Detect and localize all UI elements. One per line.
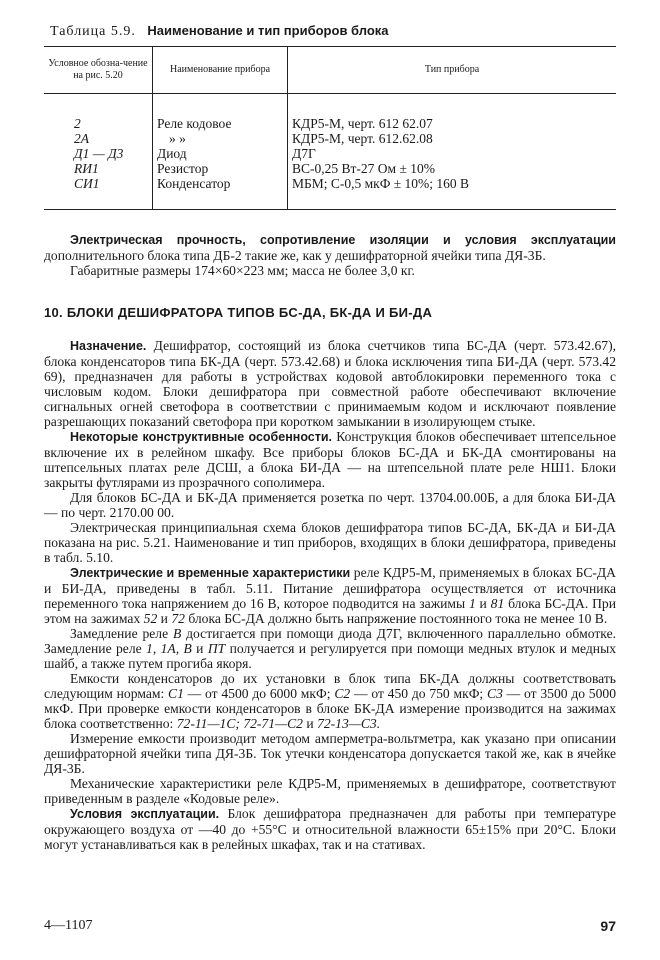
capacitor-ref: С1 bbox=[168, 686, 184, 701]
paragraph-text: и bbox=[191, 641, 208, 656]
paragraph-text: — от 3500 до 5000 мкФ. При проверке емкости конденсаторов в блоке БК-ДА измерение производится на зажимах блока соответственно: bbox=[44, 686, 616, 731]
paragraph-text: — от 450 до 750 мкФ; bbox=[350, 686, 487, 701]
bold-lead: Электрические и временные характеристики bbox=[70, 566, 351, 580]
paragraph-text: получается и регулируется при помощи медных втулок и медных шайб, а также путем прогиба якоря. bbox=[44, 641, 616, 671]
paragraph-text: — от 4500 до 6000 мкФ; bbox=[183, 686, 335, 701]
signature-mark: 4—1107 bbox=[44, 918, 93, 933]
cell-designation: RИ1 bbox=[74, 161, 99, 176]
page bbox=[44, 20, 616, 852]
page-number: 97 bbox=[600, 918, 616, 934]
paragraph bbox=[44, 626, 616, 671]
cell-type: КДР5-М, черт. 612.62.08 bbox=[288, 131, 617, 146]
bold-lead: Назначение. bbox=[70, 339, 147, 353]
paragraph-text: дополнительного блока типа ДБ-2 такие же, как у дешифраторной ячейки типа ДЯ-3Б. bbox=[44, 248, 546, 263]
cell-type: КДР5-М, черт. 612 62.07 bbox=[288, 116, 617, 131]
paragraph-text: Конструкция блоков обеспечивает штепсельное включение их в релейном шкафу. Все приборы блоков БС-ДА и БК-ДА смонтированы на штепсельных платах реле ДСШ, а блока БИ-ДА — на штепсельной плате реле НШ1. Блоки закрыты футлярами из прозрачного сополимера. bbox=[44, 429, 616, 490]
bold-lead: Некоторые конструктивные особенности. bbox=[70, 430, 333, 444]
cell-designation: 2А bbox=[74, 131, 89, 146]
terminal-ref: 81 bbox=[490, 596, 505, 611]
paragraph: Для блоков БС-ДА и БК-ДА применяется розетка по черт. 13704.00.00Б, а для блока БИ-ДА — по черт. 2170.00 00. bbox=[44, 490, 616, 520]
cell-type: Д7Г bbox=[288, 146, 617, 161]
paragraph-text: блока БС-ДА. При этом на зажимах bbox=[44, 596, 616, 626]
column-header-designation: Условное обозна-чение на рис. 5.20 bbox=[44, 47, 153, 94]
paragraph-text: Дешифратор, состоящий из блока счетчиков типа БС-ДА (черт. 573.42.67), блока конденсаторов типа БК-ДА (черт. 573.42.68) и блока исключения типа БИ-ДА (черт. 573.42 69), предназначен для работы в устройствах кодовой автоблокировки переменного тока с числовым кодом. Блоки дешифратора при совместной работе обеспечивают включение сигнальных огней светофора в соответствии с принимаемым кодом и исключают появление разрешающих показаний светофора при коротком замыкании в изолирующем стыке. bbox=[44, 338, 616, 429]
paragraph bbox=[44, 232, 616, 263]
table-header-row bbox=[44, 47, 616, 94]
paragraph: Электрическая принципиальная схема блоков дешифратора типов БС-ДА, БК-ДА и БИ-ДА показана на рис. 5.21. Наименование и тип приборов, входящих в блоки дешифратора, приведены в табл. 5.10. bbox=[44, 520, 616, 565]
relay-ref: ПТ bbox=[207, 641, 226, 656]
table-caption-title: Наименование и тип приборов блока bbox=[147, 23, 389, 38]
paragraph: Габаритные размеры 174×60×223 мм; масса не более 3,0 кг. bbox=[70, 263, 415, 278]
terminal-ref: 1 bbox=[468, 596, 476, 611]
table-row bbox=[44, 146, 616, 161]
cell-name: Резистор bbox=[153, 161, 288, 176]
section-body bbox=[44, 338, 616, 852]
paragraph: Измерение емкости производит методом амперметра-вольтметра, как указано при описании дешифраторной ячейки типа ДЯ-3Б. Ток утечки конденсатора допускается такой же, как в ячейке ДЯ-3Б. bbox=[44, 731, 616, 776]
paragraph-text: Замедление реле bbox=[70, 626, 173, 641]
table-caption-label: Таблица 5.9. bbox=[50, 24, 136, 39]
bold-lead: Электрическая прочность, сопротивление изоляции и условия эксплуатации bbox=[70, 233, 616, 247]
table-row bbox=[44, 176, 616, 210]
column-header-name: Наименование прибора bbox=[153, 47, 288, 94]
capacitor-ref: С3 bbox=[487, 686, 503, 701]
paragraph bbox=[44, 338, 616, 429]
cell-name: » » bbox=[153, 131, 288, 146]
paragraph-text: и bbox=[302, 716, 318, 731]
capacitor-ref: С2 bbox=[334, 686, 351, 701]
components-table bbox=[44, 46, 616, 210]
paragraph-text: и bbox=[475, 596, 491, 611]
paragraph bbox=[44, 806, 616, 852]
terminal-ref: 52 bbox=[143, 611, 158, 626]
paragraph bbox=[44, 565, 616, 626]
paragraph-text: реле КДР5-М, применяемых в блоках БС-ДА и БИ-ДА, приведены в табл. 5.11. Питание дешифратора осуществляется от источника переменного тока напряжением до 16 В, которое подводится на зажимы bbox=[44, 565, 617, 611]
cell-designation: СИ1 bbox=[44, 176, 153, 210]
table-row bbox=[44, 131, 616, 146]
column-header-type: Тип прибора bbox=[288, 47, 617, 94]
table-row bbox=[44, 116, 616, 131]
intro-text bbox=[44, 232, 616, 278]
page-footer bbox=[44, 918, 616, 938]
relay-ref: В bbox=[172, 626, 182, 641]
bold-lead: Условия эксплуатации. bbox=[70, 807, 220, 821]
cell-designation: 2 bbox=[74, 116, 81, 131]
terminal-ref: 72 bbox=[171, 611, 185, 626]
cell-type: ВС-0,25 Вт-27 Ом ± 10% bbox=[288, 161, 617, 176]
section-heading: 10. БЛОКИ ДЕШИФРАТОРА ТИПОВ БС-ДА, БК-ДА И БИ-ДА bbox=[44, 305, 433, 320]
cell-name: Конденсатор bbox=[153, 176, 288, 210]
cell-name: Диод bbox=[153, 146, 288, 161]
cell-designation: Д1 — Д3 bbox=[74, 146, 124, 161]
paragraph-text: блока БС-ДА должно быть напряжение постоянного тока не менее 10 В. bbox=[184, 611, 608, 626]
paragraph: Механические характеристики реле КДР5-М, применяемых в дешифраторе, соответствуют приведенным в разделе «Кодовые реле». bbox=[44, 776, 616, 806]
paragraph bbox=[44, 429, 616, 490]
cell-type: МБМ; С-0,5 мкФ ± 10%; 160 В bbox=[288, 176, 617, 210]
table-caption bbox=[50, 20, 616, 42]
cell-name: Реле кодовое bbox=[153, 116, 288, 131]
paragraph-text: и bbox=[157, 611, 172, 626]
table-row bbox=[44, 161, 616, 176]
terminal-ref: 72-11—1С; 72-71—С2 bbox=[176, 716, 303, 731]
paragraph-text: достигается при помощи диода Д7Г, включенного параллельно обмотке. Замедление реле bbox=[44, 626, 617, 656]
relay-ref: 1, 1А, В bbox=[146, 641, 192, 656]
paragraph-text: Емкости конденсаторов до их установки в блок типа БК-ДА должны соответствовать следующим нормам: bbox=[44, 671, 616, 701]
terminal-ref: 72-13—С3. bbox=[317, 716, 381, 731]
paragraph-text: Блок дешифратора предназначен для работы при температуре окружающего воздуха от —40 до +55°С и относительной влажности 65±15% при 20°С. Блоки могут устанавливаться как в релейных шкафах, так и на стативах. bbox=[44, 806, 616, 852]
paragraph bbox=[44, 671, 616, 731]
